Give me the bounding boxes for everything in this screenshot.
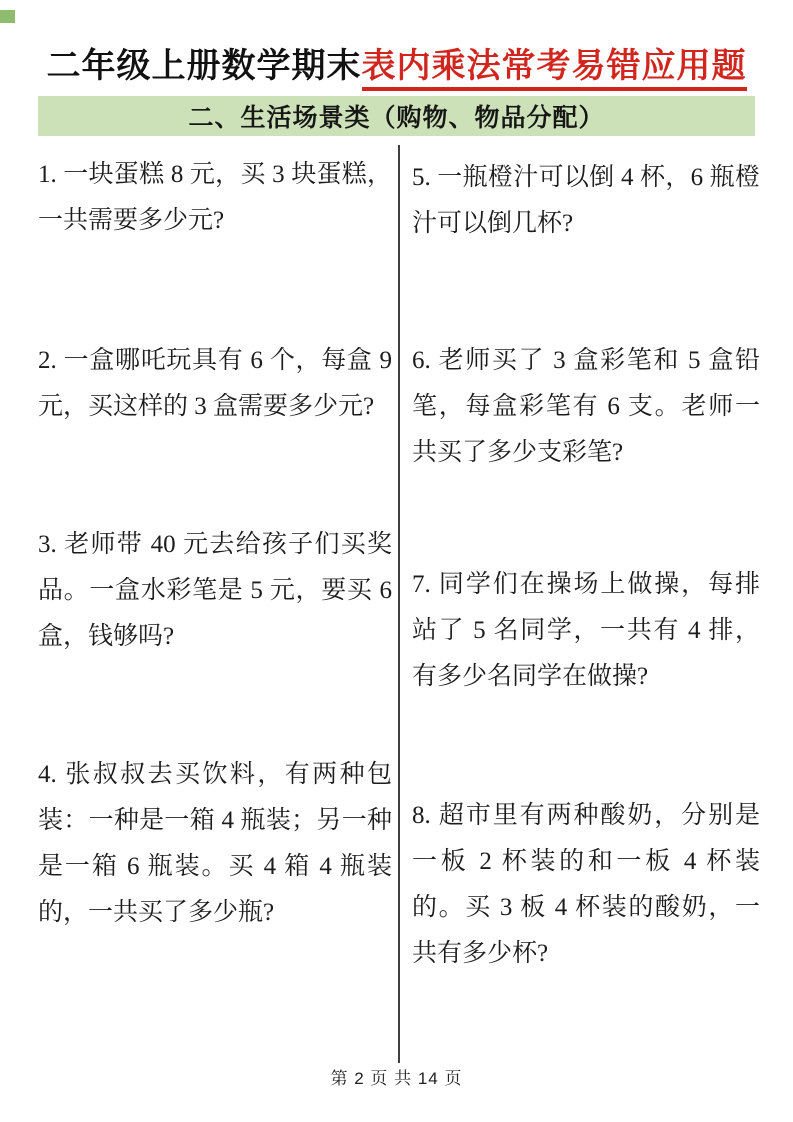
problem-1	[38, 152, 392, 244]
problem-2	[38, 338, 392, 430]
column-divider	[398, 145, 400, 1063]
title-black-part: 二年级上册数学期末	[46, 48, 362, 85]
problem-1-text: 1. 一块蛋糕 8 元，买 3 块蛋糕，一共需要多少元?	[38, 161, 392, 234]
problem-8-text: 8. 超市里有两种酸奶，分别是一板 2 杯装的和一板 4 杯装的。买 3 板 4 杯装的酸奶，一共有多少杯?	[412, 802, 760, 967]
problem-7-text: 7. 同学们在操场上做操，每排站了 5 名同学，一共有 4 排，有多少名同学在做操?	[412, 571, 760, 690]
problem-3	[38, 522, 392, 660]
problem-7	[412, 562, 760, 700]
problem-6	[412, 338, 760, 476]
problem-4-text: 4. 张叔叔去买饮料，有两种包装：一种是一箱 4 瓶装；另一种是一箱 6 瓶装。买 4 箱 4 瓶装的，一共买了多少瓶?	[38, 761, 392, 926]
problem-6-text: 6. 老师买了 3 盒彩笔和 5 盒铅笔，每盒彩笔有 6 支。老师一共买了多少支彩笔?	[412, 347, 760, 466]
problem-4	[38, 752, 392, 936]
problem-8	[412, 793, 760, 977]
page-number: 第 2 页 共 14 页	[330, 1069, 463, 1088]
section-heading-banner	[38, 96, 755, 136]
title-red-underlined-part: 表内乘法常考易错应用题	[362, 48, 747, 91]
section-heading: 二、生活场景类（购物、物品分配）	[188, 105, 605, 132]
page-title	[0, 38, 793, 87]
problem-2-text: 2. 一盒哪吒玩具有 6 个，每盒 9 元，买这样的 3 盒需要多少元?	[38, 347, 392, 420]
problem-5-text: 5. 一瓶橙汁可以倒 4 杯，6 瓶橙汁可以倒几杯?	[412, 164, 760, 237]
problem-3-text: 3. 老师带 40 元去给孩子们买奖品。一盒水彩笔是 5 元，要买 6 盒，钱够吗?	[38, 531, 392, 650]
problem-5	[412, 155, 760, 247]
corner-green-mark	[0, 10, 15, 23]
